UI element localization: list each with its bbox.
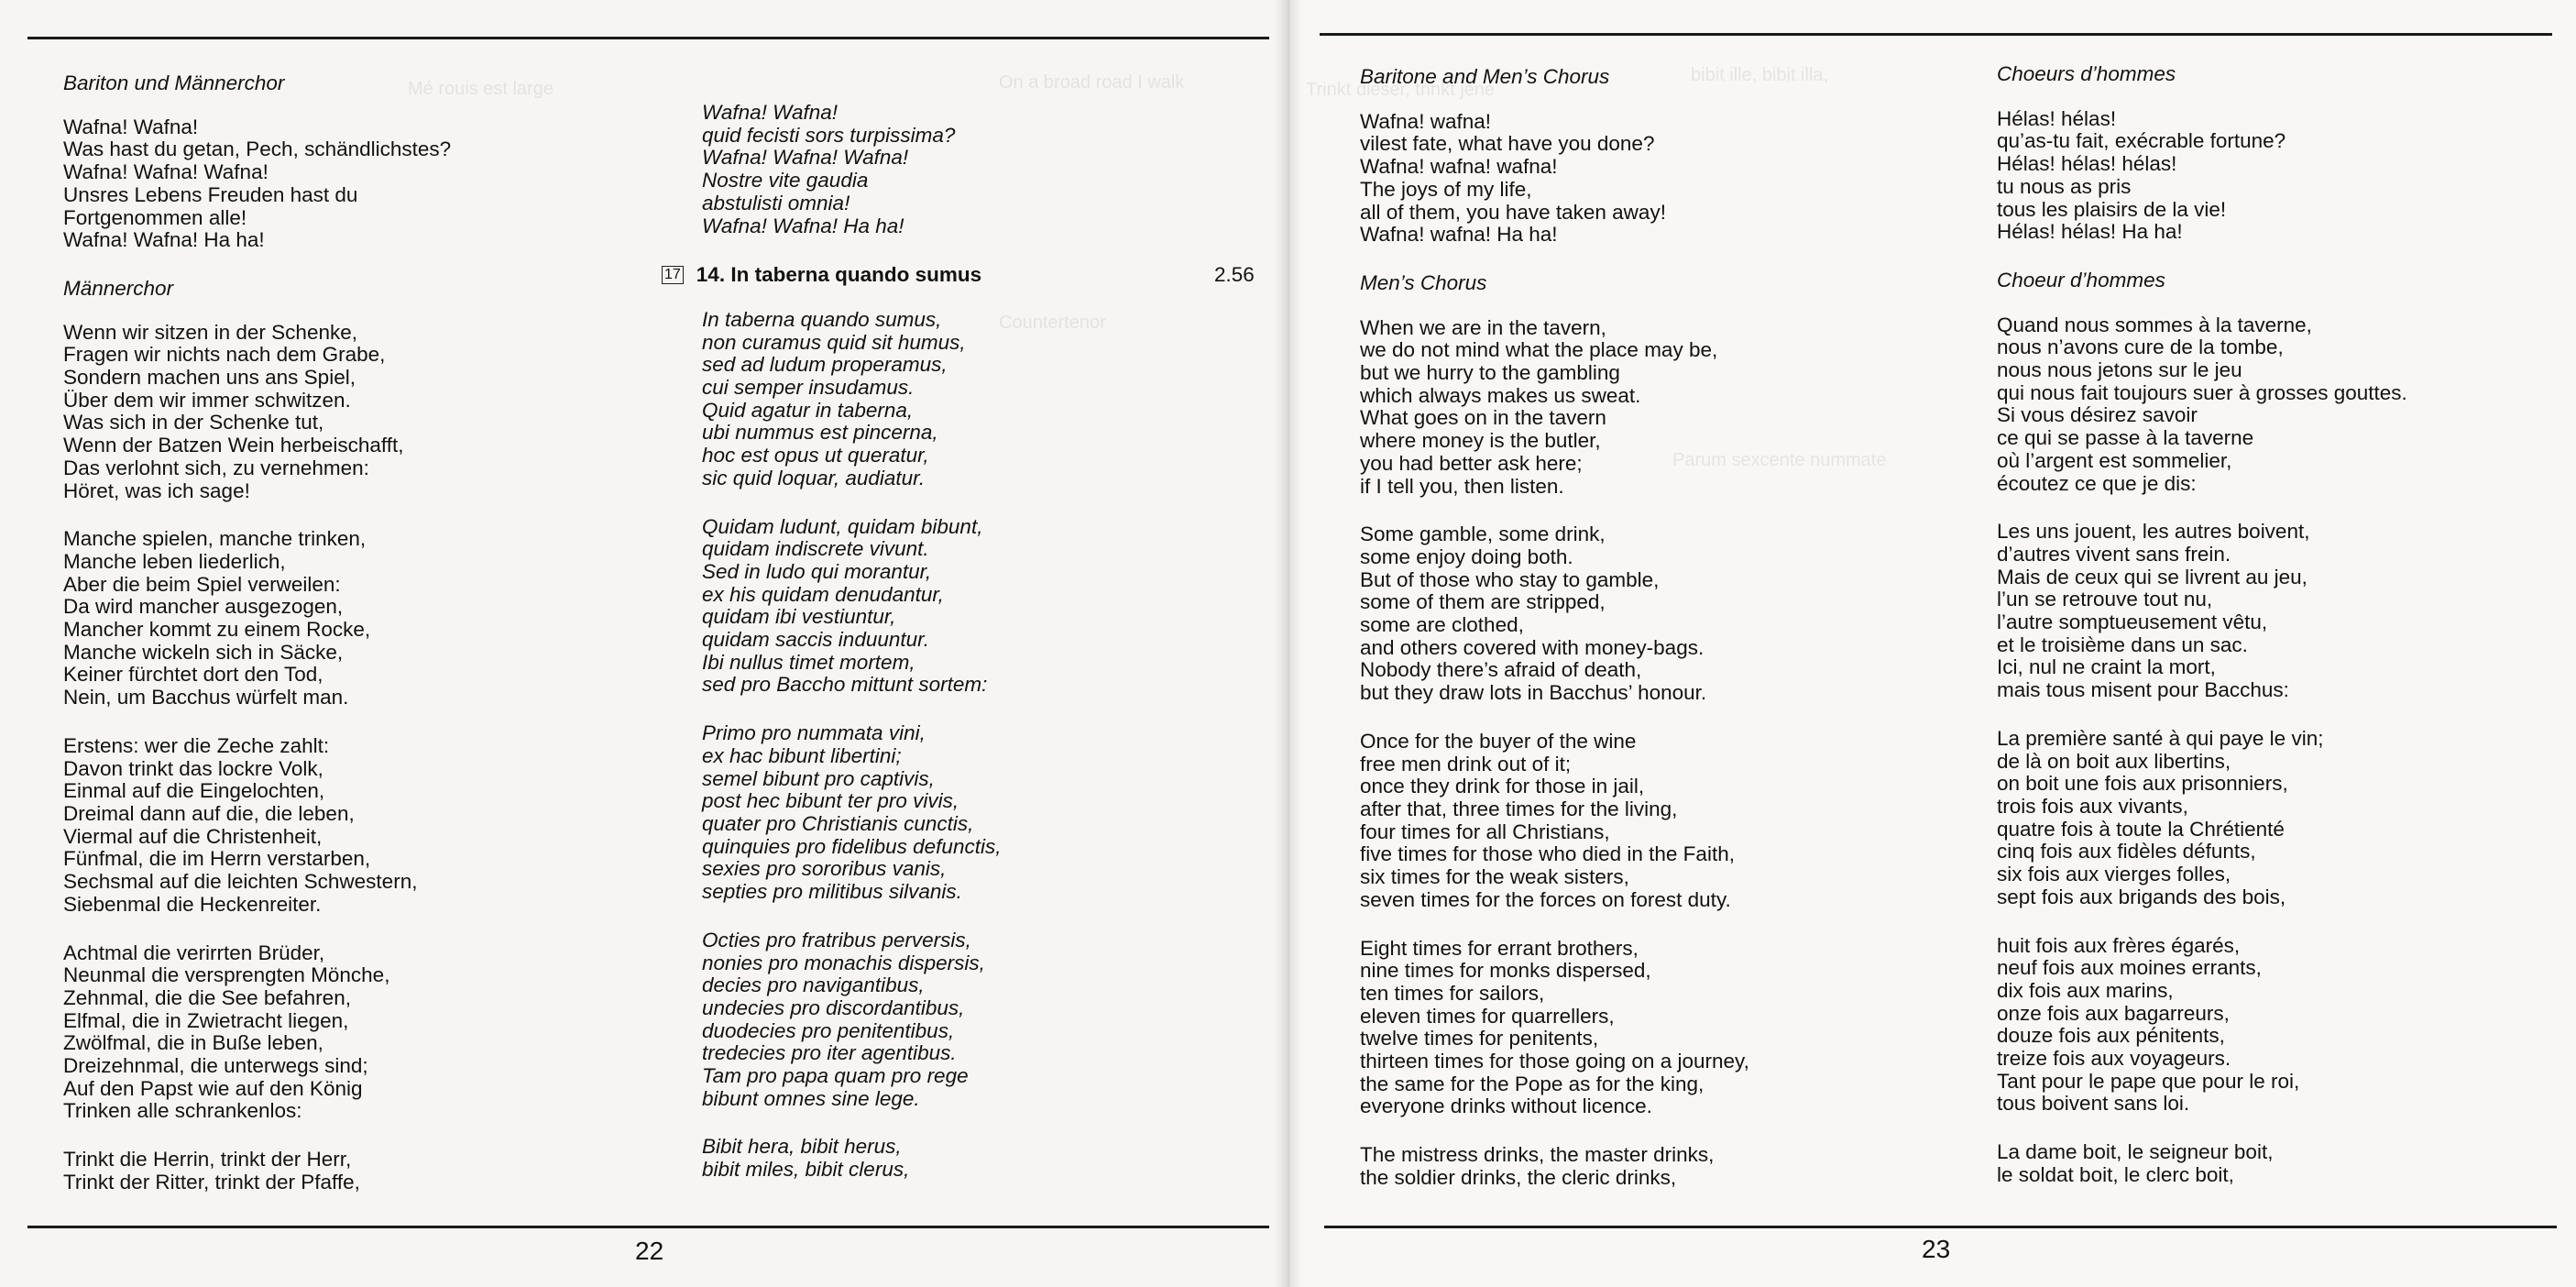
verse-line: Si vous désirez savoir [1997,403,2198,427]
verse-line: we do not mind what the place may be, [1360,338,1718,362]
verse-line: Keiner fürchtet dort den Tod, [63,663,323,687]
verse-line: duodecies pro penitentibus, [702,1018,955,1042]
verse-line: Nobody there’s afraid of death, [1360,658,1642,682]
verse-line: quater pro Christianis cunctis, [702,811,974,835]
verse-line: Wafna! Wafna! Wafna! [702,146,909,170]
verse-line: nous n’avons cure de la tombe, [1997,336,2284,359]
verse-line: some enjoy doing both. [1360,544,1573,568]
verse-line: Wafna! wafna! wafna! [1360,155,1558,179]
verse-line: Fünfmal, die im Herrn verstarben, [63,847,371,871]
verse-line: semel bibunt pro captivis, [702,766,935,790]
verse-line: cui semper insudamus. [702,376,915,400]
verse-line: the soldier drinks, the cleric drinks, [1360,1165,1677,1189]
verse-line: if I tell you, then listen. [1360,474,1564,498]
verse-line: Wafna! Wafna! Ha ha! [702,214,904,237]
verse-line: non curamus quid sit humus, [702,330,966,354]
verse-line: le soldat boit, le clerc boit, [1997,1162,2234,1186]
track-heading [662,263,1255,287]
verse-line: Wafna! wafna! Ha ha! [1360,223,1558,247]
verse-line: Sechsmal auf die leichten Schwestern, [63,870,418,894]
verse-line: Octies pro fratribus perversis, [702,928,971,952]
verse-line: Siebenmal die Heckenreiter. [63,892,322,916]
verse-line: La première santé à qui paye le vin; [1997,726,2324,750]
verse-line: Dreimal dann auf die, die leben, [63,801,355,825]
verse-line: Davon trinkt das lockre Volk, [63,756,323,780]
verse-line: l’autre somptueusement vêtu, [1997,610,2268,634]
stanza-gap [63,917,451,942]
verse-line: quid fecisti sors turpissima? [702,123,956,147]
verse-line: Wafna! Wafna! Wafna! [63,160,269,184]
stanza-gap [63,252,451,278]
verse-line: but they draw lots in Bacchus’ honour. [1360,681,1707,705]
verse-line: tous les plaisirs de la vie! [1997,197,2227,221]
verse-line: Was sich in der Schenke tut, [63,411,324,434]
verse-line: Quid agatur in taberna, [702,398,914,422]
verse-line: Unsres Lebens Freuden hast du [63,182,358,206]
verse-line: Quand nous sommes à la taverne, [1997,313,2312,336]
verse-line: Wafna! Wafna! Ha ha! [63,228,265,252]
stanza-gap [1360,1118,1749,1144]
verse-line: but we hurry to the gambling [1360,361,1620,385]
verse-line: sexies pro sororibus vanis, [702,857,947,881]
stanza-gap [702,490,1001,516]
stanza-gap [1360,912,1749,938]
verse-line: Wafna! Wafna! [63,115,199,138]
verse-line: Fragen wir nichts nach dem Grabe, [63,343,386,367]
bottom-rule-right [1324,1226,2557,1228]
verse-line: qu’as-tu fait, exécrable fortune? [1997,129,2286,153]
verse-line: When we are in the tavern, [1360,315,1606,339]
section-heading: Männerchor [63,276,174,300]
verse-line: hoc est opus ut queratur, [702,444,929,468]
verse-line: some of them are stripped, [1360,590,1606,614]
show-through-text: Parum sexcente nummate [1672,450,1887,470]
verse-line: Eight times for errant brothers, [1360,936,1639,960]
verse-line: Hélas! hélas! [1997,106,2117,130]
show-through-text: Trinkt dieser, trinkt jene [1306,80,1496,100]
verse-line: free men drink out of it; [1360,752,1572,776]
verse-line: What goes on in the tavern [1360,406,1606,430]
verse-line: Manche spielen, manche trinken, [63,527,367,551]
verse-line: Trinkt der Ritter, trinkt der Pfaffe, [63,1170,360,1194]
verse-line: after that, three times for the living, [1360,797,1678,820]
verse-line: Ibi nullus timet mortem, [702,650,915,674]
heading-gap [1360,89,1749,111]
verse-line: vilest fate, what have you done? [1360,132,1655,156]
verse-line: The mistress drinks, the master drinks, [1360,1143,1715,1167]
verse-line: The joys of my life, [1360,177,1532,201]
verse-line: ce qui se passe à la taverne [1997,426,2254,450]
verse-line: Hélas! hélas! hélas! [1997,152,2177,176]
verse-line: et le troisième dans un sac. [1997,632,2248,656]
verse-line: huit fois aux frères égarés, [1997,933,2241,957]
stanza-gap [63,502,451,528]
verse-line: Zehnmal, die die See befahren, [63,985,351,1009]
stanza-gap [1360,247,1749,272]
heading-gap [1997,86,2407,108]
verse-line: qui nous fait toujours suer à grosses gouttes. [1997,380,2407,404]
verse-line: four times for all Christians, [1360,820,1610,843]
verse-line: Les uns jouent, les autres boivent, [1997,520,2310,544]
verse-line: In taberna quando sumus, [702,307,942,331]
verse-line: Da wird mancher ausgezogen, [63,595,344,619]
show-through-text: bibit ille, bibit illa, [1691,65,1829,85]
verse-line: Nein, um Bacchus würfelt man. [63,686,349,710]
verse-line: Ici, nul ne craint la mort, [1997,655,2216,679]
verse-line: Some gamble, some drink, [1360,522,1606,546]
verse-line: sept fois aux brigands des bois, [1997,885,2286,908]
verse-line: quidam saccis induuntur. [702,628,930,652]
section-heading: Choeurs d’hommes [1997,62,2176,85]
verse-line: Was hast du getan, Pech, schändlichstes? [63,138,452,161]
stanza-gap [1360,705,1749,731]
verse-line: you had better ask here; [1360,451,1583,475]
verse-line: tous boivent sans loi. [1997,1092,2190,1116]
verse-line: decies pro navigantibus, [702,974,925,997]
verse-line: ex his quidam denudantur, [702,582,944,606]
track-title: 14. In taberna quando sumus [696,263,982,287]
verse-line: where money is the butler, [1360,429,1601,453]
verse-line: neuf fois aux moines errants, [1997,956,2262,980]
verse-line: Das verlohnt sich, zu vernehmen: [63,456,369,479]
verse-line: ex hac bibunt libertini; [702,743,902,767]
verse-line: Höret, was ich sage! [63,478,250,502]
verse-line: sic quid loquar, audiatur. [702,466,926,490]
verse-line: six fois aux vierges folles, [1997,863,2231,886]
verse-line: the same for the Pope as for the king, [1360,1072,1705,1095]
verse-line: Wafna! wafna! [1360,109,1491,133]
stanza-gap [1997,702,2407,728]
verse-line: où l’argent est sommelier, [1997,448,2232,472]
verse-line: Tam pro papa quam pro rege [702,1064,969,1088]
verse-line: all of them, you have taken away! [1360,200,1666,224]
verse-line: tu nous as pris [1997,174,2132,198]
page-number-left: 22 [635,1237,664,1265]
verse-line: Achtmal die verirrten Brüder, [63,940,325,964]
verse-line: and others covered with money-bags. [1360,635,1705,659]
verse-line: six times for the weak sisters, [1360,865,1629,889]
stanza-gap [702,1110,1001,1136]
verse-line: Zwölfmal, die in Buße leben, [63,1031,323,1055]
verse-line: bibunt omnes sine lege. [702,1086,920,1110]
verse-line: Trinkt die Herrin, trinkt der Herr, [63,1148,352,1172]
section-heading: Baritone and Men’s Chorus [1360,65,1610,88]
page-number-right: 23 [1922,1235,1951,1263]
verse-line: de là on boit aux libertins, [1997,749,2231,773]
verse-line: quinquies pro fidelibus defunctis, [702,834,1002,858]
verse-line: Aber die beim Spiel verweilen: [63,572,341,596]
verse-line: nonies pro monachis dispersis, [702,951,985,974]
stanza-gap [702,697,1001,722]
verse-line: twelve times for penitents, [1360,1027,1599,1050]
verse-line: Viermal auf die Christenheit, [63,824,323,848]
verse-line: But of those who stay to gamble, [1360,567,1660,591]
verse-line: quatre fois à toute la Chrétienté [1997,817,2285,841]
verse-line: everyone drinks without licence. [1360,1094,1652,1118]
verse-line: Trinken alle schrankenlos: [63,1099,302,1123]
verse-line: trois fois aux vivants, [1997,794,2188,818]
verse-line: abstulisti omnia! [702,191,850,214]
verse-line: sed pro Baccho mittunt sortem: [702,673,988,697]
verse-line: Mais de ceux qui se livrent au jeu, [1997,565,2307,588]
verse-line: eleven times for quarrellers, [1360,1004,1615,1028]
verse-line: l’un se retrouve tout nu, [1997,588,2213,611]
verse-line: Wenn der Batzen Wein herbeischafft, [63,434,404,457]
verse-line: ubi nummus est pincerna, [702,421,938,445]
verse-line: Sed in ludo qui morantur, [702,559,932,583]
verse-line: septies pro militibus silvanis. [702,880,962,904]
verse-line: Quidam ludunt, quidam bibunt, [702,514,983,538]
book-gutter-fold [1275,0,1302,1287]
verse-line: thirteen times for those going on a journey, [1360,1050,1749,1073]
heading-gap [1997,292,2407,314]
verse-line: Manche wickeln sich in Säcke, [63,640,344,664]
verse-line: onze fois aux bagarreurs, [1997,1001,2230,1025]
german-column [63,72,451,1194]
verse-line: cinq fois aux fidèles défunts, [1997,840,2256,864]
stanza-gap [1997,244,2407,270]
verse-line: Once for the buyer of the wine [1360,729,1637,753]
verse-line: d’autres vivent sans frein. [1997,542,2231,566]
top-rule-right [1320,33,2552,36]
verse-line: treize fois aux voyageurs. [1997,1047,2231,1071]
heading-gap [702,287,1001,309]
english-column [1360,66,1749,1190]
verse-line: post hec bibunt ter pro vivis, [702,789,959,813]
section-heading: Bariton und Männerchor [63,72,285,94]
verse-line: sed ad ludum properamus, [702,353,948,377]
section-heading: Choeur d’hommes [1997,268,2165,292]
heading-gap [1360,295,1749,317]
verse-line: quidam ibi vestiuntur, [702,605,896,629]
verse-line: once they drink for those in jail, [1360,775,1645,798]
stanza-gap [1997,909,2407,935]
show-through-text: Mé rouis est large [408,79,554,99]
stanza-gap [1997,1116,2407,1141]
verse-line: Wafna! Wafna! [702,101,838,124]
verse-line: Über dem wir immer schwitzen. [63,388,351,412]
verse-line: Auf den Papst wie auf den König [63,1076,363,1100]
verse-line: which always makes us sweat. [1360,383,1641,407]
verse-line: undecies pro discordantibus, [702,996,965,1019]
verse-line: Nostre vite gaudia [702,169,869,192]
section-heading: Men’s Chorus [1360,270,1487,294]
verse-line: Wenn wir sitzen in der Schenke, [63,320,357,344]
verse-line: Hélas! hélas! Ha ha! [1997,220,2183,244]
verse-line: nine times for monks dispersed, [1360,959,1651,983]
verse-line: Elfmal, die in Zwietracht liegen, [63,1008,349,1032]
stanza-gap [702,904,1001,930]
show-through-text: On a broad road I walk [999,72,1185,93]
verse-line: Einmal auf die Eingelochten, [63,779,325,803]
french-column [1997,63,2407,1187]
verse-line: dix fois aux marins, [1997,978,2174,1002]
verse-line: Fortgenommen alle! [63,205,247,229]
verse-line: La dame boit, le seigneur boit, [1997,1140,2274,1164]
track-number-box: 17 [662,266,684,284]
verse-line: Manche leben liederlich, [63,549,286,573]
verse-line: Sondern machen uns ans Spiel, [63,366,356,390]
verse-line: quidam indiscrete vivunt. [702,537,929,561]
verse-line: five times for those who died in the Faith, [1360,842,1735,866]
stanza-gap [1360,498,1749,523]
bottom-rule-left [27,1226,1269,1228]
verse-line: some are clothed, [1360,613,1524,637]
verse-line: Erstens: wer die Zeche zahlt: [63,733,330,757]
verse-line: nous nous jetons sur le jeu [1997,358,2242,382]
stanza-gap [63,710,451,735]
verse-line: on boit une fois aux prisonniers, [1997,772,2288,796]
verse-line: Tant pour le pape que pour le roi, [1997,1069,2300,1093]
verse-line: Mancher kommt zu einem Rocke, [63,618,371,642]
verse-line: seven times for the forces on forest duty. [1360,887,1731,911]
verse-line: Primo pro nummata vini, [702,721,926,745]
stanza-gap [63,1123,451,1149]
verse-line: ten times for sailors, [1360,981,1545,1005]
heading-gap [63,301,451,322]
verse-line: tredecies pro iter agentibus. [702,1041,957,1065]
verse-line: écoutez ce que je dis: [1997,471,2197,495]
verse-line: Bibit hera, bibit herus, [702,1135,902,1159]
show-through-text: Countertenor [999,313,1106,333]
verse-line: Dreizehnmal, die unterwegs sind; [63,1054,368,1078]
verse-line: mais tous misent pour Bacchus: [1997,678,2289,702]
verse-line: douze fois aux pénitents, [1997,1024,2225,1048]
stanza-gap [1997,495,2407,521]
stanza-gap [702,237,1001,264]
top-rule-left [27,37,1269,39]
track-duration: 2.56 [1214,263,1255,287]
verse-line: bibit miles, bibit clerus, [702,1158,910,1182]
verse-line: Neunmal die versprengten Mönche, [63,963,390,987]
heading-gap [63,95,451,116]
